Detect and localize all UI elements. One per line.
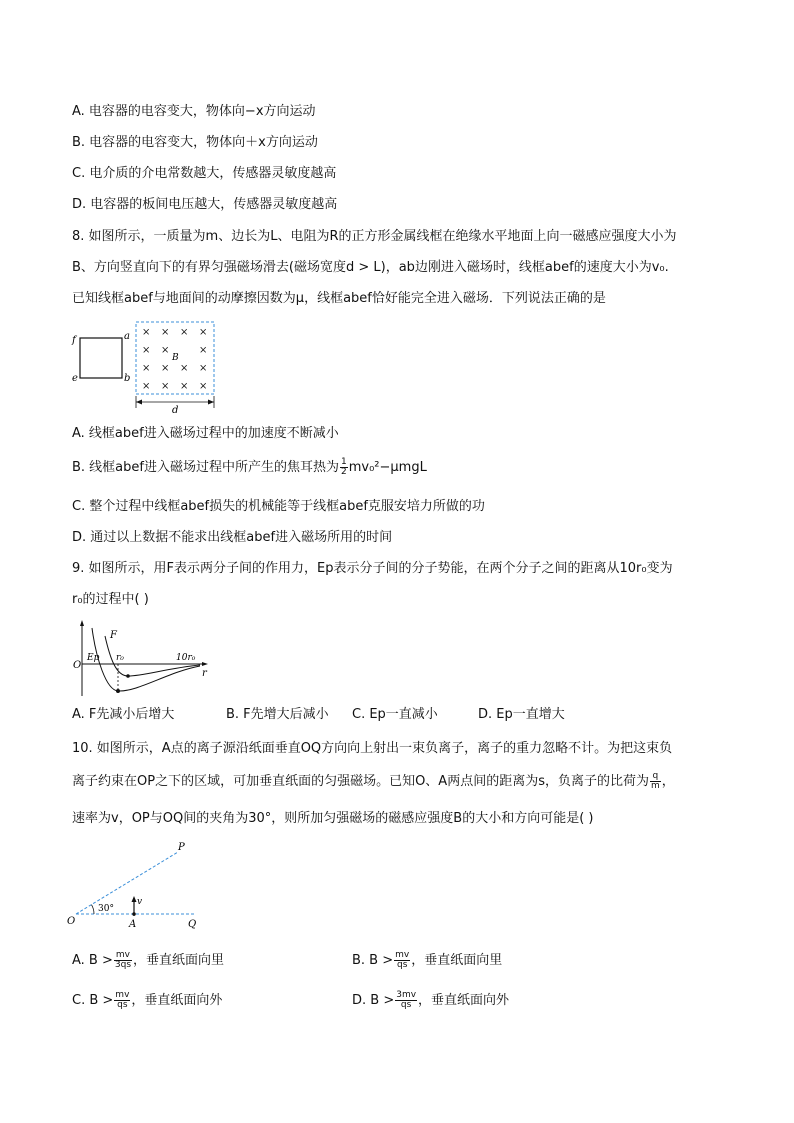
label-A: A: [129, 919, 137, 930]
fraction-half: [340, 458, 348, 477]
q9-figure: [72, 618, 212, 698]
q10-stem-line2: [72, 772, 675, 792]
label-e: e: [72, 373, 78, 384]
q9-option-c: C. Ep一直减小: [352, 707, 438, 722]
ray-OP: [76, 852, 178, 914]
field-cross: ×: [199, 381, 208, 392]
frac-num: mv: [115, 990, 130, 1000]
label-O: O: [67, 916, 76, 927]
wire-frame: [80, 338, 122, 378]
q10-option-a-fraction: [114, 951, 132, 970]
q8-option-a: A. 线框abef进入磁场过程中的加速度不断减小: [72, 426, 339, 441]
label-v: v: [137, 897, 143, 907]
frac-den: qs: [117, 1000, 128, 1010]
q10-stem-line1: 10. 如图所示，A点的离子源沿纸面垂直OQ方向向上射出一束负离子，离子的重力忽略不计。为把这束负: [72, 741, 673, 756]
q9-option-d: D. Ep一直增大: [478, 707, 565, 722]
frac-num: q: [650, 772, 661, 782]
label-a: a: [124, 331, 130, 342]
q10-option-c-prefix: C. B >: [72, 993, 114, 1008]
x-axis-arrow: [202, 662, 208, 666]
arrow-right: [208, 400, 214, 405]
label-r0: r₀: [116, 653, 124, 663]
q10-option-c-suffix: ，垂直纸面向外: [131, 993, 223, 1008]
field-cross: ×: [161, 327, 170, 338]
label-b: b: [124, 373, 131, 384]
field-cross: ×: [199, 345, 208, 356]
q8-stem-line3: 已知线框abef与地面间的动摩擦因数为μ，线框abef恰好能完全进入磁场．下列说法正确的是: [72, 291, 606, 306]
q9-stem-line1: 9. 如图所示，用F表示两分子间的作用力，Ep表示分子间的分子势能，在两个分子之间的距离从10r₀变为: [72, 561, 673, 576]
q10-stem-line3: 速率为v，OP与OQ间的夹角为30°，则所加匀强磁场的磁感应强度B的大小和方向可能是( ): [72, 811, 594, 826]
point-A: [132, 912, 136, 916]
label-P: P: [178, 842, 185, 853]
q10-option-b-prefix: B. B >: [352, 953, 394, 968]
field-cross: ×: [199, 327, 208, 338]
velocity-arrow: [132, 896, 137, 902]
fraction-q-over-m: [650, 772, 661, 791]
min-point: [116, 689, 120, 693]
q10-option-b-suffix: ，垂直纸面向里: [411, 953, 503, 968]
q10-option-d-fraction: [395, 991, 417, 1010]
q10-stem-line2-suffix: ，: [661, 774, 675, 789]
q8-option-b-suffix: mv₀²−μmgL: [348, 460, 427, 475]
q9-options: [72, 705, 732, 725]
q7-option-c: C. 电介质的介电常数越大，传感器灵敏度越高: [72, 166, 337, 181]
label-d: d: [172, 405, 179, 414]
field-cross: ×: [180, 363, 189, 374]
frac-num: 1: [340, 457, 347, 467]
q10-options-row1: [72, 951, 732, 975]
field-cross: ×: [180, 327, 189, 338]
label-f: f: [72, 335, 76, 346]
label-angle: 30°: [98, 904, 114, 914]
q10-option-d-suffix: ，垂直纸面向外: [418, 993, 510, 1008]
frac-den: 3qs: [114, 960, 132, 970]
q10-option-b-fraction: [394, 951, 410, 970]
r0-point: [126, 674, 130, 678]
q10-option-d: [352, 991, 509, 1011]
q9-option-b: B. F先增大后减小: [226, 707, 329, 722]
field-cross: ×: [142, 345, 151, 356]
field-cross: ×: [142, 381, 151, 392]
q7-option-b: B. 电容器的电容变大，物体向＋x方向运动: [72, 135, 318, 150]
q8-stem-line1: 8. 如图所示，一质量为m、边长为L、电阻为R的正方形金属线框在绝缘水平地面上向一磁感应强度大小为: [72, 229, 677, 244]
q8-figure: [68, 318, 228, 414]
q9-option-a: A. F先减小后增大: [72, 707, 175, 722]
frac-den: qs: [400, 1000, 412, 1010]
q7-option-a: A. 电容器的电容变大，物体向−x方向运动: [72, 104, 316, 119]
label-Q: Q: [188, 919, 197, 930]
q10-options-row2: [72, 991, 732, 1015]
field-cross: ×: [142, 363, 151, 374]
arrow-left: [136, 400, 142, 405]
field-cross: ×: [161, 381, 170, 392]
q7-option-d: D. 电容器的板间电压越大，传感器灵敏度越高: [72, 197, 338, 212]
q8-option-b: [72, 458, 427, 478]
field-cross: ×: [161, 363, 170, 374]
field-cross: ×: [161, 345, 170, 356]
q10-option-a: [72, 951, 224, 971]
frac-num: mv: [114, 951, 132, 961]
q9-stem-line2: r₀的过程中( ): [72, 592, 149, 607]
q10-option-d-prefix: D. B >: [352, 993, 395, 1008]
q8-stem-line2: B、方向竖直向下的有界匀强磁场滑去(磁场宽度d > L)，ab边刚进入磁场时，线框abef的速度大小为v₀.: [72, 260, 669, 275]
q10-option-a-suffix: ，垂直纸面向里: [133, 953, 225, 968]
label-B: B: [172, 353, 179, 363]
y-axis-arrow: [80, 620, 84, 626]
field-cross: ×: [142, 327, 151, 338]
q10-option-c: [72, 991, 222, 1011]
frac-den: qs: [396, 960, 408, 970]
label-r: r: [202, 668, 207, 679]
q10-option-b: [352, 951, 502, 971]
q8-option-d: D. 通过以上数据不能求出线框abef进入磁场所用的时间: [72, 530, 393, 545]
q10-stem-line2-prefix: 离子约束在OP之下的区域，可加垂直纸面的匀强磁场。已知O、A两点间的距离为s，负离子的比荷为: [72, 774, 649, 789]
angle-arc: [92, 905, 95, 914]
q8-option-b-prefix: B. 线框abef进入磁场过程中所产生的焦耳热为: [72, 460, 339, 475]
q10-option-a-prefix: A. B >: [72, 953, 113, 968]
q10-figure: [66, 838, 216, 932]
q8-option-c: C. 整个过程中线框abef损失的机械能等于线框abef克服安培力所做的功: [72, 499, 485, 514]
frac-den: m: [650, 781, 660, 791]
label-O: O: [73, 660, 82, 671]
q10-option-c-fraction: [114, 991, 130, 1010]
label-Ep: Ep: [87, 653, 100, 663]
frac-den: 2: [340, 467, 347, 477]
field-cross: ×: [180, 381, 189, 392]
frac-num: mv: [395, 950, 410, 960]
label-10r0: 10r₀: [176, 653, 196, 663]
frac-num: 3mv: [396, 990, 417, 1000]
label-F: F: [110, 630, 117, 641]
field-cross: ×: [199, 363, 208, 374]
